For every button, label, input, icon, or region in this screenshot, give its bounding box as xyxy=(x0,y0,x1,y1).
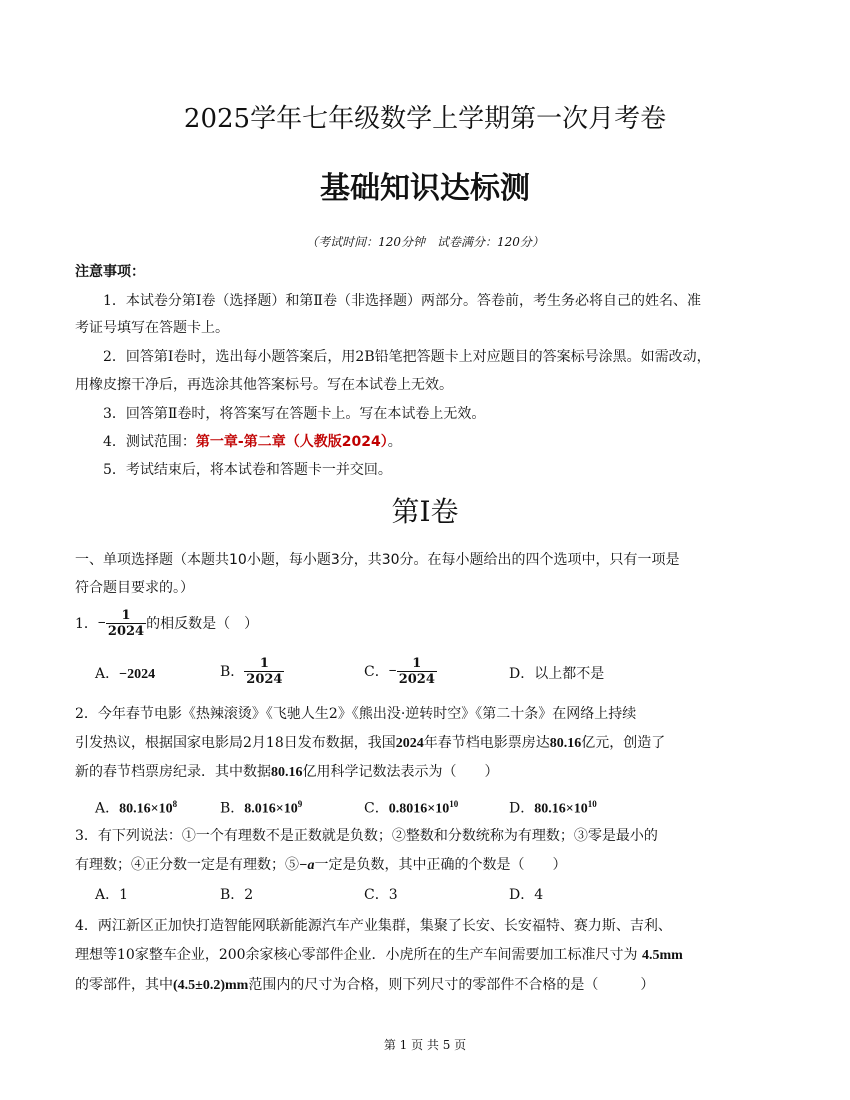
option-base: 80.16×10 xyxy=(534,801,588,817)
text-segment: 的零部件，其中 xyxy=(75,977,173,993)
q2-option-c xyxy=(364,794,458,820)
option-label: D． xyxy=(509,800,535,817)
section-title: 第Ⅰ卷 xyxy=(391,495,459,528)
math-value: 80.16 xyxy=(549,736,582,751)
note-1-line-1: 1．本试卷分第Ⅰ卷（选择题）和第Ⅱ卷（非选择题）两部分。答卷前，考生务必将自己的姓名、准 xyxy=(103,293,701,309)
option-base: 80.16×10 xyxy=(119,801,173,817)
question-2-line-3 xyxy=(75,762,499,783)
fraction-numerator: 1 xyxy=(412,656,422,671)
text-segment: 亿元，创造了 xyxy=(581,735,666,751)
sub-title: 基础知识达标测 xyxy=(320,171,530,206)
option-label: B． xyxy=(220,800,245,817)
question-3-line-2 xyxy=(75,855,566,876)
option-base: 8.016×10 xyxy=(244,801,298,817)
option-exponent: 9 xyxy=(297,799,303,809)
math-value: 2024 xyxy=(395,736,424,751)
fraction-denominator: 2024 xyxy=(398,672,435,687)
option-label: C． xyxy=(364,663,389,680)
option-label: C． xyxy=(364,800,389,817)
math-value: (4.5±0.2)mm xyxy=(173,978,249,993)
question-2-line-1: 2．今年春节电影《热辣滚烫》《飞驰人生2》《熊出没·逆转时空》《第二十条》在网络上持续 xyxy=(75,706,637,722)
question-4-line-1: 4．两江新区正加快打造智能网联新能源汽车产业集群，集聚了长安、长安福特、赛力斯、吉利、 xyxy=(75,918,672,934)
question-3-line-1: 3．有下列说法：①一个有理数不是正数就是负数；②整数和分数统称为有理数；③零是最小的 xyxy=(75,828,658,844)
note-1-line-2: 考证号填写在答题卡上。 xyxy=(75,320,229,336)
fraction-numerator: 1 xyxy=(121,608,131,623)
option-label: D． xyxy=(509,666,535,682)
text-segment: 有理数；④正分数一定是有理数；⑤ xyxy=(75,857,299,873)
q3-option-a: A．1 xyxy=(95,887,129,903)
q3-option-b: B．2 xyxy=(220,887,254,903)
main-title: 2025学年七年级数学上学期第一次月考卷 xyxy=(183,104,667,134)
question-4-line-2 xyxy=(75,945,683,966)
q2-option-b xyxy=(220,794,302,820)
q1-option-c xyxy=(364,656,437,687)
note-5: 5．考试结束后，将本试卷和答题卡一并交回。 xyxy=(103,462,392,478)
note-2-line-1: 2．回答第Ⅰ卷时，选出每小题答案后，用2B铅笔把答题卡上对应题目的答案标号涂黑。如需改动， xyxy=(103,349,711,365)
notes-heading: 注意事项： xyxy=(75,264,145,280)
option-exponent: 8 xyxy=(172,799,178,809)
text-segment: 理想等10家整车企业，200余家核心零部件企业．小虎所在的生产车间需要加工标准尺寸为 xyxy=(75,947,638,963)
question-1-text: 的相反数是（ ） xyxy=(146,615,259,632)
q2-option-a xyxy=(95,794,177,820)
option-fraction xyxy=(244,656,284,687)
fraction-numerator: 1 xyxy=(259,656,269,671)
q1-option-a xyxy=(95,664,155,685)
text-segment: 新的春节档票房纪录．其中数据 xyxy=(75,764,271,780)
note-4 xyxy=(103,432,402,452)
text-segment: 引发热议，根据国家电影局2月18日发布数据，我国 xyxy=(75,735,396,751)
question-1-fraction xyxy=(106,608,146,639)
question-2-line-2 xyxy=(75,733,665,754)
math-value: 4.5mm xyxy=(642,948,683,963)
question-1-minus: − xyxy=(97,615,106,631)
option-label: A． xyxy=(95,666,120,682)
note-4-prefix: 4．测试范围： xyxy=(103,434,196,450)
section-instruction-line-2: 符合题目要求的。） xyxy=(75,580,194,596)
text-segment: 亿用科学记数法表示为（ ） xyxy=(302,764,499,780)
question-1-stem xyxy=(75,608,258,639)
q1-option-b xyxy=(220,656,284,687)
fraction-denominator: 2024 xyxy=(246,672,283,687)
q1-option-d xyxy=(509,664,604,684)
q2-option-d xyxy=(509,794,597,820)
option-label: B． xyxy=(220,663,245,680)
page-footer: 第 1 页 共 5 页 xyxy=(383,1038,467,1052)
question-1-number: 1． xyxy=(75,615,98,632)
option-base: 0.8016×10 xyxy=(388,801,450,817)
text-segment: 范围内的尺寸为合格，则下列尺寸的零部件不合格的是（ ） xyxy=(248,977,655,993)
question-4-line-3 xyxy=(75,975,654,996)
option-value: 以上都不是 xyxy=(534,666,605,682)
math-value: 80.16 xyxy=(271,765,303,780)
option-exponent: 10 xyxy=(449,799,459,809)
note-3: 3．回答第Ⅱ卷时，将答案写在答题卡上。写在本试卷上无效。 xyxy=(103,406,486,422)
option-exponent: 10 xyxy=(587,799,597,809)
option-value: −2024 xyxy=(119,667,156,682)
option-minus: − xyxy=(388,663,397,679)
note-4-range: 第一章-第二章（人教版2024） xyxy=(195,434,388,450)
q3-option-c: C．3 xyxy=(364,887,398,903)
note-2-line-2: 用橡皮擦干净后，再选涂其他答案标号。写在本试卷上无效。 xyxy=(75,377,453,393)
section-instruction-line-1: 一、单项选择题（本题共10小题，每小题3分，共30分。在每小题给出的四个选项中，只有一项是 xyxy=(75,552,680,568)
note-4-suffix: 。 xyxy=(387,434,402,450)
text-segment: 一定是负数，其中正确的个数是（ ） xyxy=(314,857,567,873)
math-value: −a xyxy=(299,858,315,873)
exam-info: （考试时间：120分钟 试卷满分：120分） xyxy=(306,235,544,249)
fraction-denominator: 2024 xyxy=(107,624,145,639)
text-segment: 年春节档电影票房达 xyxy=(423,735,550,751)
option-label: A． xyxy=(95,800,120,817)
q3-option-d: D．4 xyxy=(509,887,544,903)
option-fraction xyxy=(397,656,437,687)
